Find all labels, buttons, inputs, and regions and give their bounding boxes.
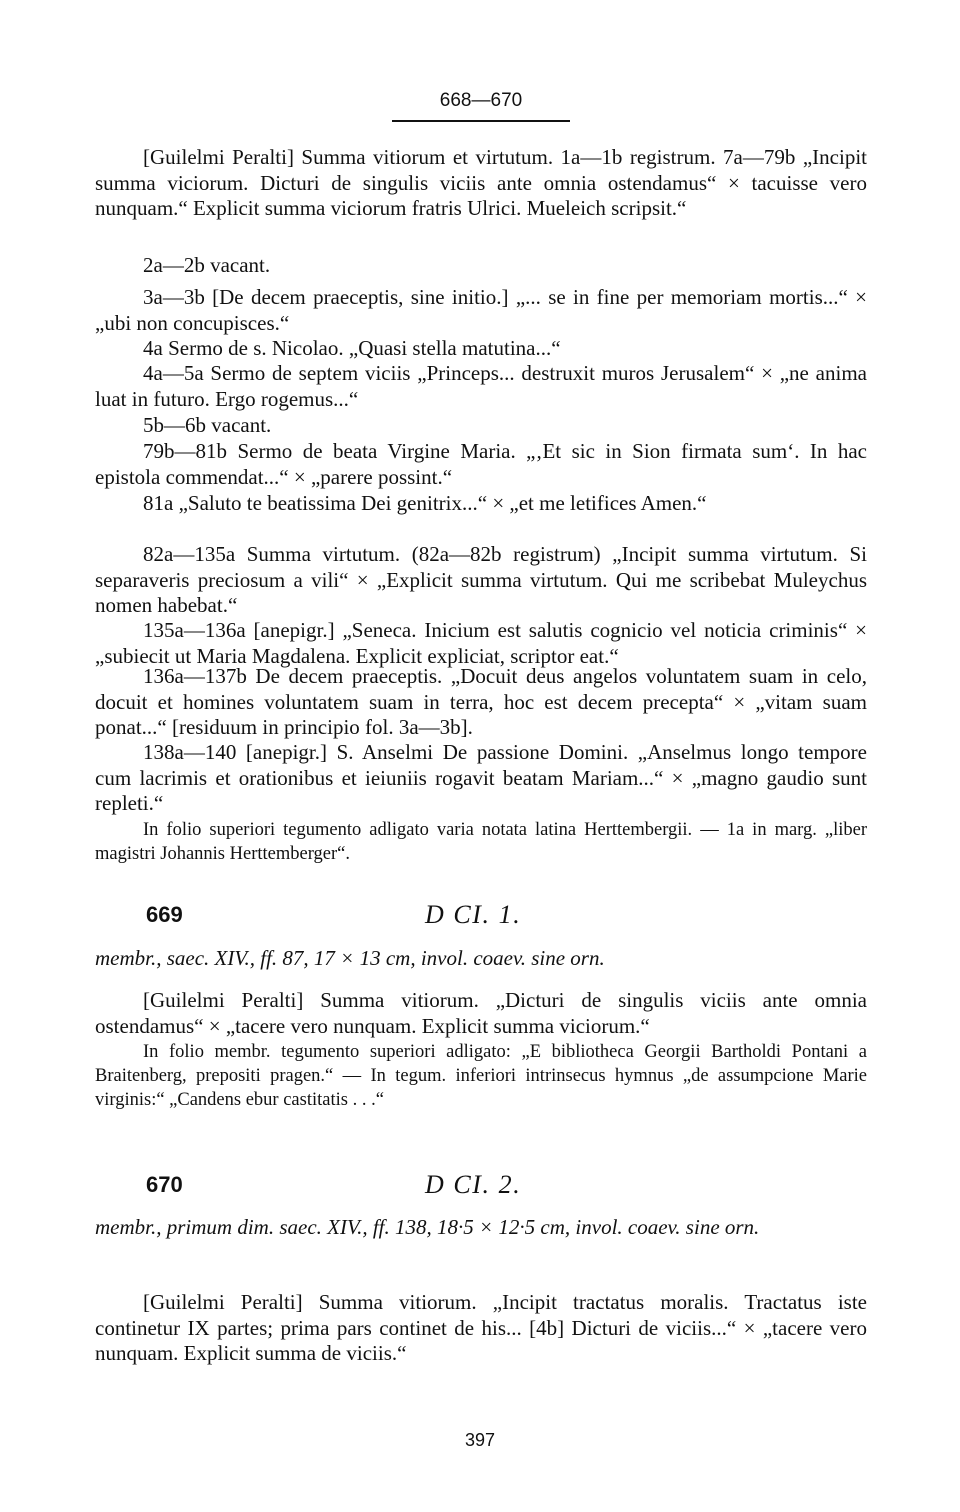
entry-669-description: membr., saec. XIV., ff. 87, 17 × 13 cm, invol. coaev. sine orn. bbox=[95, 946, 605, 970]
entry-668-summary: [Guilelmi Peralti] Summa vitiorum et virtutum. 1a—1b registrum. 7a—79b „Incipit summa viciorum. Dicturi de singulis viciis ante omnia ostendamus“ × tacuisse vero nunquam.“ Explicit summa viciorum fratris Ulrici. Mueleich scripsit.“ bbox=[95, 145, 867, 221]
entry-668-anselmi: 138a—140 [anepigr.] S. Anselmi De passione Domini. „Anselmus longo tempore cum lacrimis et orationibus et ieiuniis rogavit beatam Mariam...“ × „magno gaudio sunt repleti.“ bbox=[95, 740, 867, 816]
entry-668-saluto: 81a „Saluto te beatissima Dei genitrix...“ × „et me letifices Amen.“ bbox=[143, 491, 707, 515]
entry-669-signature: D CI. 1. bbox=[425, 900, 522, 929]
entry-668-sermo-nicolao: 4a Sermo de s. Nicolao. „Quasi stella matutina...“ bbox=[143, 336, 561, 360]
entry-668-note: In folio superiori tegumento adligato varia notata latina Herttembergii. — 1a in marg. „liber magistri Johannis Herttemberger“. bbox=[95, 820, 867, 864]
page-number: 397 bbox=[464, 1430, 496, 1450]
entry-668-decem-praeceptis-2: 136a—137b De decem praeceptis. „Docuit deus angelos voluntatem suam in celo, docuit et homines voluntatem suam in terra, hoc est decem precepta“ × „vitam suam ponat...“ [residuum in principio fol. 3a—3b]. bbox=[95, 664, 867, 740]
entry-670-number: 670 bbox=[146, 1172, 183, 1197]
entry-668-sermo-viciis: 4a—5a Sermo de septem viciis „Princeps... destruxit muros Jerusalem“ × „ne anima luat in futuro. Ergo rogemus...“ bbox=[95, 361, 867, 411]
entry-668-sermo-virgine: 79b—81b Sermo de beata Virgine Maria. „‚Et sic in Sion firmata sum‘. In hac epistola commendat...“ × „parere possint.“ bbox=[95, 439, 867, 489]
entry-668-summa-virtutum: 82a—135a Summa virtutum. (82a—82b registrum) „Incipit summa virtutum. Si separaveris preciosum a vili“ × „Explicit summa virtutum. Qui me scribebat Muleychus nomen habebat.“ bbox=[95, 542, 867, 618]
entry-670-signature: D CI. 2. bbox=[425, 1170, 522, 1199]
entry-669-text: [Guilelmi Peralti] Summa vitiorum. „Dicturi de singulis viciis ante omnia ostendamus“ × „tacere vero nunquam. Explicit summa viciorum.“ bbox=[95, 988, 867, 1038]
entry-670-description: membr., primum dim. saec. XIV., ff. 138, 18·5 × 12·5 cm, invol. coaev. sine orn. bbox=[95, 1215, 760, 1239]
page-header: 668—670 bbox=[439, 90, 523, 111]
entry-669-number: 669 bbox=[146, 902, 183, 927]
entry-670-text: [Guilelmi Peralti] Summa vitiorum. „Incipit tractatus moralis. Tractatus iste continetur IX partes; prima pars continet de his... [4b] Dicturi de viciis...“ × „tacere vero nunquam. Explicit summa de viciis.“ bbox=[95, 1290, 867, 1366]
entry-668-vacant-5: 5b—6b vacant. bbox=[143, 413, 272, 437]
header-rule bbox=[392, 120, 570, 122]
entry-668-seneca: 135a—136a [anepigr.] „Seneca. Inicium est salutis cognicio vel noticia criminis“ × „subiecit ut Maria Magdalena. Explicit expliciat, scriptor eat.“ bbox=[95, 618, 867, 668]
entry-668-decem-praeceptis: 3a—3b [De decem praeceptis, sine initio.] „... se in fine per memoriam mortis...“ × „ubi non concupisces.“ bbox=[95, 285, 867, 335]
entry-669-note: In folio membr. tegumento superiori adligato: „E bibliotheca Georgii Bartholdi Pontani a Braitenberg, prepositi pragen.“ — In tegum. inferiori intrinsecus hymnus „de assumpcione Marie virginis:“ „Candens ebur castitatis . . .“ bbox=[95, 1042, 867, 1110]
entry-668-vacant-2: 2a—2b vacant. bbox=[143, 253, 271, 277]
